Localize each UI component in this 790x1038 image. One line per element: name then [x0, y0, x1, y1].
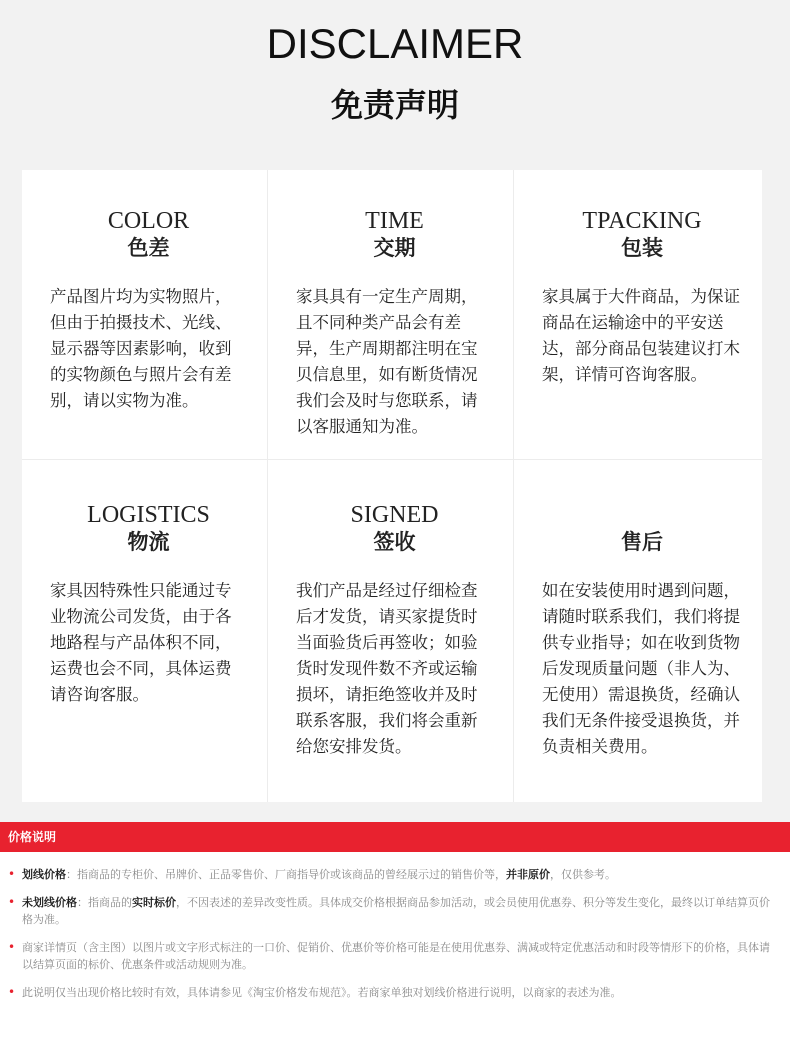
card-body: 如在安装使用时遇到问题，请随时联系我们，我们将提供专业指导；如在收到货物后发现质量问题（非人为、无使用）需退换货，经确认我们无条件接受退换货，并负责相关费用。 — [542, 581, 740, 756]
price-text: ，仅供参考。 — [550, 868, 616, 881]
price-info-header: 价格说明 — [0, 822, 790, 852]
price-term: 并非原价 — [506, 868, 550, 881]
card-title-en: TIME — [365, 208, 424, 234]
bullet-icon: • — [8, 940, 16, 954]
card-title-en: TPACKING — [582, 208, 702, 234]
card-after-sales — [514, 460, 762, 802]
price-text: ，不因表述的差异改变性质。具体成交价格根据商品参加活动，或会员使用优惠券、积分等发生变化，最终以订单结算页价格为准。 — [22, 896, 770, 926]
card-logistics — [22, 460, 268, 802]
price-term: 未划线价格 — [22, 896, 77, 909]
card-title-cn: 包装 — [621, 236, 663, 260]
card-title-cn: 色差 — [127, 236, 170, 260]
bullet-icon: • — [8, 985, 16, 999]
price-item — [8, 984, 776, 1001]
disclaimer-title-cn: 免责声明 — [330, 86, 459, 124]
card-title-cn: 售后 — [621, 530, 663, 554]
price-item — [8, 894, 776, 928]
bullet-icon: • — [8, 895, 16, 909]
price-text: 商家详情页（含主图）以图片或文字形式标注的一口价、促销价、优惠价等价格可能是在使用优惠券、满减或特定优惠活动和时段等情形下的价格，具体请以结算页面的标价、优惠条件或活动规则为准。 — [22, 941, 770, 971]
price-term: 划线价格 — [22, 868, 66, 881]
price-info-list — [0, 866, 790, 1012]
card-body: 家具属于大件商品，为保证商品在运输途中的平安送达，部分商品包装建议打木架，详情可咨询客服。 — [542, 287, 740, 384]
price-term: 实时标价 — [132, 896, 176, 909]
card-color — [22, 170, 268, 460]
card-body: 家具具有一定生产周期，且不同种类产品会有差异，生产周期都注明在宝贝信息里，如有断货情况我们会及时与您联系，请以客服通知为准。 — [296, 287, 478, 436]
card-signed — [268, 460, 514, 802]
price-text: ：指商品的 — [77, 896, 132, 909]
price-text: ：指商品的专柜价、吊牌价、正品零售价、厂商指导价或该商品的曾经展示过的销售价等， — [66, 868, 506, 881]
disclaimer-title-en: DISCLAIMER — [266, 20, 524, 67]
disclaimer-grid — [22, 170, 762, 802]
card-title-cn: 签收 — [373, 530, 416, 554]
card-title-en: LOGISTICS — [87, 502, 210, 528]
card-body: 我们产品是经过仔细检查后才发货，请买家提货时当面验货后再签收；如验货时发现件数不齐或运输损坏，请拒绝签收并及时联系客服，我们将会重新给您安排发货。 — [296, 581, 478, 756]
card-title-en: COLOR — [107, 208, 190, 234]
card-title-en: SIGNED — [350, 502, 439, 528]
card-title-cn: 物流 — [127, 530, 170, 554]
card-body: 家具因特殊性只能通过专业物流公司发货，由于各地路程与产品体积不同，运费也会不同，具体运费请咨询客服。 — [50, 581, 232, 704]
price-item — [8, 939, 776, 973]
card-body: 产品图片均为实物照片，但由于拍摄技术、光线、显示器等因素影响，收到的实物颜色与照片会有差别，请以实物为准。 — [50, 287, 232, 410]
price-text: 此说明仅当出现价格比较时有效，具体请参见《淘宝价格发布规范》。若商家单独对划线价格进行说明，以商家的表述为准。 — [22, 986, 622, 999]
card-packing — [514, 170, 762, 460]
card-time — [268, 170, 514, 460]
price-item — [8, 866, 776, 883]
bullet-icon: • — [8, 867, 16, 881]
card-title-cn: 交期 — [373, 236, 416, 260]
